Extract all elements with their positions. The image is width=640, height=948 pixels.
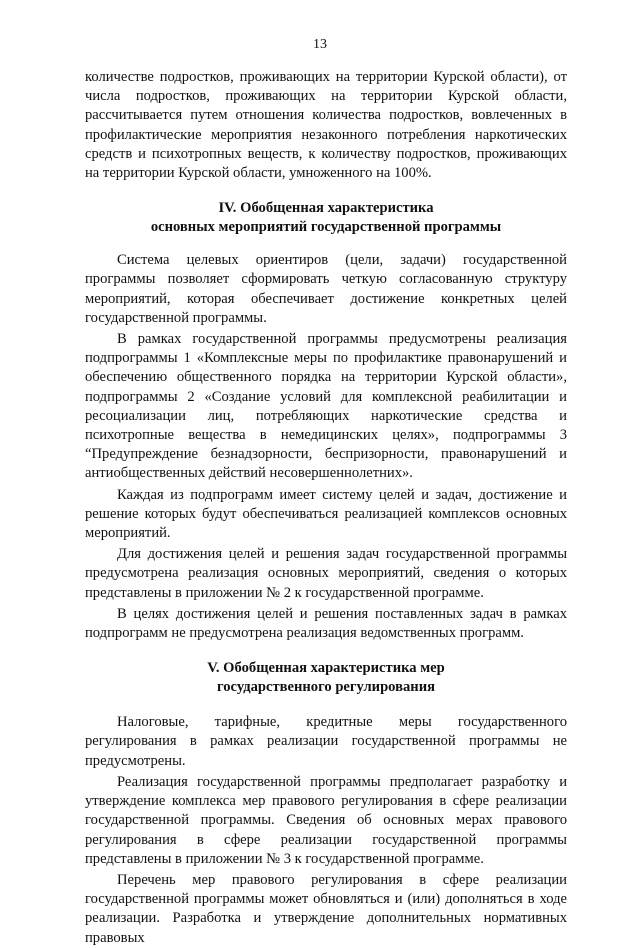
section-5-heading [85, 659, 567, 697]
section-5-paragraph: Реализация государственной программы предполагает разработку и утверждение комплекса мер правового регулирования в сфере реализации государственной программы. Сведения об основных мерах правового регулирования в сфере реализации государственной программы представлены в приложении № 3 к государственной программе. [85, 773, 567, 867]
section-5-paragraph: Налоговые, тарифные, кредитные меры государственного регулирования в рамках реализации государственной программы не предусмотрены. [85, 714, 567, 769]
section-4-paragraph: Для достижения целей и решения задач государственной программы предусмотрена реализация основных мероприятий, сведения о которых представлены в приложении № 2 к государственной программе. [85, 546, 567, 601]
intro-paragraph: количестве подростков, проживающих на территории Курской области), от числа подростков, проживающих на территории Курской области, рассчитывается путем отношения количества подростков, вовлеченных в профилактические мероприятия незаконного потребления наркотических средств и психотропных веществ, к количеству подростков, проживающих на территории Курской области, умноженного на 100%. [85, 69, 567, 182]
section-4-title-line-2: основных мероприятий государственной программы [150, 219, 502, 236]
section-4-paragraph: Каждая из подпрограмм имеет систему целей и задач, достижение и решение которых будут обеспечиваться реализацией комплексов основных мероприятий. [85, 486, 567, 542]
section-4-paragraph: В рамках государственной программы предусмотрены реализация подпрограммы 1 «Комплексные меры по профилактике правонарушений и обеспечению общественного порядка на территории Курской области», подпрограммы 2 «Создание условий для комплексной реабилитации и ресоциализации лиц, потребляющих наркотические средства и психотропные вещества в немедицинских целях», подпрограммы 3 “Предупреждение безнадзорности, беспризорности, правонарушений и антиобщественных действий несовершеннолетних». [85, 331, 567, 482]
section-5-title-line-1: V. Обобщенная характеристика мер [207, 660, 445, 677]
document-body [85, 68, 567, 948]
section-4-paragraph: Система целевых ориентиров (цели, задачи) государственной программы позволяет сформировать четкую согласованную структуру мероприятий, которая обеспечивает достижение конкретных целей государственной программы. [85, 252, 567, 326]
section-4-heading [85, 199, 567, 237]
section-5-title-line-2: государственного регулирования [216, 679, 436, 696]
section-4-title-line-1: IV. Обобщенная характеристика [218, 200, 434, 217]
section-4-paragraph: В целях достижения целей и решения поставленных задач в рамках подпрограмм не предусмотрена реализация ведомственных программ. [85, 605, 567, 642]
page-number: 13 [313, 37, 327, 52]
section-5-paragraph: Перечень мер правового регулирования в сфере реализации государственной программы может обновляться и (или) дополняться в ходе реализации. Разработка и утверждение дополнительных нормативных правовых [85, 871, 567, 946]
